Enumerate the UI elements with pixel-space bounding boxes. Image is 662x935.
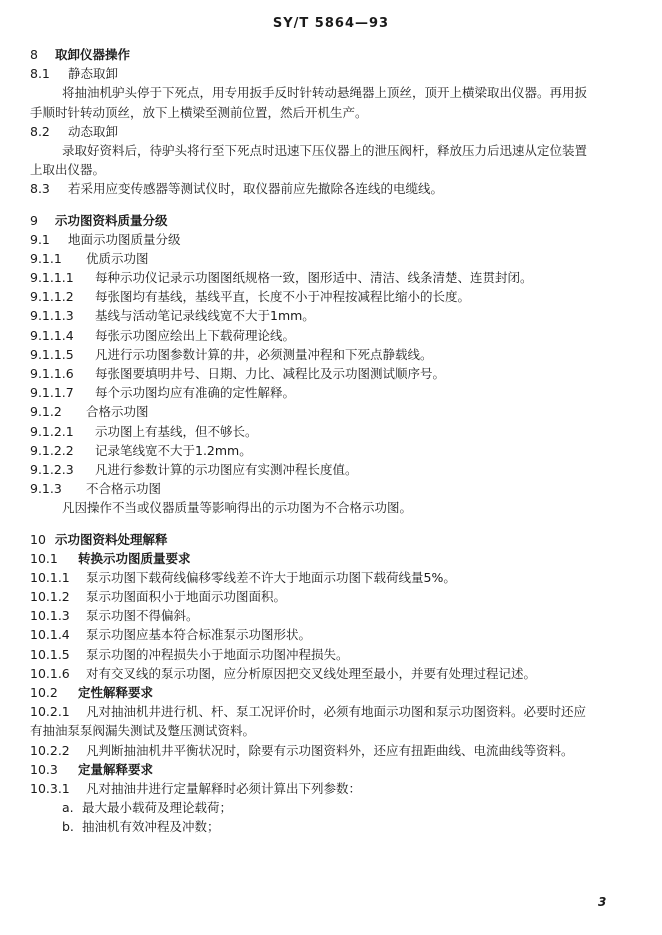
clause-text: 手顺时针转动顶丝，放下上横梁至测前位置，然后开机生产。 — [30, 104, 368, 120]
section-gap — [30, 518, 635, 530]
paragraph-line — [30, 141, 635, 160]
clause-line — [30, 460, 635, 479]
clause-number: 9.1 — [30, 231, 50, 247]
clause-number: 10.1.4 — [30, 627, 70, 643]
clause-text: 动态取卸 — [68, 123, 119, 139]
clause-line — [30, 479, 635, 498]
clause-text: 凡判断抽油机井平衡状况时，除要有示功图资料外，还应有扭距曲线、电流曲线等资料。 — [86, 742, 574, 758]
clause-line — [30, 383, 635, 402]
clause-line — [30, 122, 635, 141]
clause-line — [30, 441, 635, 460]
clause-text: 凡进行参数计算的示功图应有实测冲程长度值。 — [95, 461, 358, 477]
clause-number: 9.1.1.6 — [30, 366, 74, 381]
clause-text: 录取好资料后，待驴头将行至下死点时迅速下压仪器上的泄压阀杆，释放压力后迅速从定位装置 — [62, 142, 588, 158]
clause-line — [30, 549, 635, 568]
clause-number: 10.3 — [30, 761, 58, 777]
paragraph-line — [30, 160, 635, 179]
clause-text: 对有交叉线的泵示功图，应分析原因把交叉线处理至最小，并要有处理过程记述。 — [86, 665, 537, 681]
clause-text: 抽油机有效冲程及冲数； — [82, 819, 220, 835]
clause-text: 记录笔线宽不大于1.2mm。 — [95, 442, 252, 458]
clause-number: 9.1.2.2 — [30, 442, 74, 458]
clause-line — [30, 587, 635, 606]
clause-text: 示功图资料质量分级 — [55, 212, 168, 228]
clause-text: 每种示功仪记录示功图图纸规格一致，图形适中、清洁、线条清楚、连贯封闭。 — [95, 270, 533, 286]
clause-number: 9.1.1.3 — [30, 308, 74, 324]
clause-text: 合格示功图 — [86, 404, 149, 420]
clause-number: 8.2 — [30, 123, 50, 139]
clause-text: 定性解释要求 — [78, 685, 154, 700]
clause-number: 9.1.1.7 — [30, 385, 74, 401]
clause-line — [30, 345, 635, 364]
clause-number: 9.1.3 — [30, 481, 62, 497]
clause-line — [30, 702, 635, 721]
clause-number: 9.1.1.1 — [30, 270, 74, 286]
paragraph-line — [30, 103, 635, 122]
clause-line — [30, 45, 635, 64]
clause-text: 上取出仪器。 — [30, 162, 106, 178]
clause-number: 10 — [30, 531, 46, 547]
clause-number: 10.1.2 — [30, 589, 70, 605]
clause-line — [30, 230, 635, 249]
document-body — [30, 45, 635, 837]
clause-line — [30, 268, 635, 287]
clause-line — [30, 422, 635, 441]
clause-line — [30, 664, 635, 683]
clause-line — [30, 326, 635, 345]
clause-line — [30, 364, 635, 383]
clause-line — [30, 568, 635, 587]
clause-number: 10.1 — [30, 550, 58, 566]
clause-text: 泵示功图应基本符合标准泵示功图形状。 — [86, 627, 312, 643]
clause-text: 凡对抽油井进行定量解释时必须计算出下列参数： — [86, 780, 362, 796]
clause-text: 每张图要填明井号、日期、力比、减程比及示功图测试顺序号。 — [95, 366, 446, 381]
clause-text: 定量解释要求 — [78, 761, 154, 777]
paragraph-line — [30, 498, 635, 517]
clause-line — [30, 179, 635, 198]
clause-number: 10.2.1 — [30, 704, 70, 720]
clause-number: a. — [62, 800, 74, 816]
clause-text: 示功图资料处理解释 — [55, 531, 168, 547]
clause-text: 凡对抽油机井进行机、杆、泵工况评价时，必须有地面示功图和泵示功图资料。必要时还应 — [86, 704, 587, 720]
clause-number: 9.1.1.2 — [30, 289, 74, 305]
clause-text: 凡因操作不当或仪器质量等影响得出的示功图为不合格示功图。 — [62, 500, 413, 516]
clause-line — [30, 817, 635, 836]
clause-text: 泵示功图不得偏斜。 — [86, 608, 199, 624]
clause-text: 静态取卸 — [68, 66, 119, 82]
clause-text: 优质示功图 — [86, 250, 149, 266]
clause-line — [30, 287, 635, 306]
clause-line — [30, 306, 635, 325]
clause-number: 8.3 — [30, 181, 50, 197]
clause-text: 取卸仪器操作 — [55, 47, 131, 62]
clause-text: 基线与活动笔记录线线宽不大于1mm。 — [95, 308, 315, 324]
clause-line — [30, 625, 635, 644]
clause-number: b. — [62, 819, 74, 835]
clause-line — [30, 530, 635, 549]
clause-number: 8 — [30, 47, 38, 62]
clause-number: 10.1.1 — [30, 569, 70, 585]
clause-number: 10.1.3 — [30, 608, 70, 624]
clause-number: 9.1.2.1 — [30, 423, 74, 439]
clause-number: 10.2.2 — [30, 742, 70, 758]
clause-text: 将抽油机驴头停于下死点，用专用扳手反时针转动悬绳器上顶丝，顶开上横梁取出仪器。再用扳 — [62, 85, 588, 101]
clause-number: 9.1.2 — [30, 404, 62, 420]
clause-number: 10.2 — [30, 685, 58, 700]
clause-text: 转换示功图质量要求 — [78, 550, 191, 566]
clause-line — [30, 798, 635, 817]
clause-text: 泵示功图面积小于地面示功图面积。 — [86, 589, 287, 605]
clause-line — [30, 64, 635, 83]
clause-line — [30, 779, 635, 798]
clause-line — [30, 249, 635, 268]
clause-text: 最大最小载荷及理论载荷； — [82, 800, 233, 816]
clause-number: 8.1 — [30, 66, 50, 82]
clause-number: 9.1.1.5 — [30, 346, 74, 362]
paragraph-line — [30, 721, 635, 740]
clause-number: 9 — [30, 212, 38, 228]
clause-line — [30, 402, 635, 421]
clause-number: 9.1.1 — [30, 250, 62, 266]
clause-text: 地面示功图质量分级 — [68, 231, 181, 247]
clause-line — [30, 645, 635, 664]
clause-line — [30, 211, 635, 230]
clause-number: 9.1.1.4 — [30, 327, 74, 343]
clause-text: 泵示功图的冲程损失小于地面示功图冲程损失。 — [86, 646, 349, 662]
paragraph-line — [30, 83, 635, 102]
clause-text: 不合格示功图 — [86, 481, 162, 497]
clause-line — [30, 760, 635, 779]
clause-number: 10.3.1 — [30, 780, 70, 796]
clause-number: 10.1.5 — [30, 646, 70, 662]
clause-text: 示功图上有基线，但不够长。 — [95, 423, 258, 439]
clause-text: 每个示功图均应有准确的定性解释。 — [95, 385, 296, 401]
clause-line — [30, 683, 635, 702]
clause-text: 每张示功图应绘出上下载荷理论线。 — [95, 327, 296, 343]
clause-number: 9.1.2.3 — [30, 461, 74, 477]
clause-text: 凡进行示功图参数计算的井，必须测量冲程和下死点静载线。 — [95, 346, 433, 362]
clause-text: 若采用应变传感器等测试仪时，取仪器前应先撤除各连线的电缆线。 — [68, 181, 444, 197]
clause-text: 每张图均有基线，基线平直，长度不小于冲程按减程比缩小的长度。 — [95, 289, 471, 305]
clause-text: 有抽油泵泵阀漏失测试及蹩压测试资料。 — [30, 723, 256, 739]
page-number: 3 — [598, 895, 607, 909]
clause-line — [30, 741, 635, 760]
section-gap — [30, 199, 635, 211]
document-header: SY/T 5864—93 — [272, 16, 390, 31]
clause-number: 10.1.6 — [30, 665, 70, 681]
clause-line — [30, 606, 635, 625]
clause-text: 泵示功图下载荷线偏移零线差不许大于地面示功图下载荷线量5%。 — [86, 569, 456, 585]
